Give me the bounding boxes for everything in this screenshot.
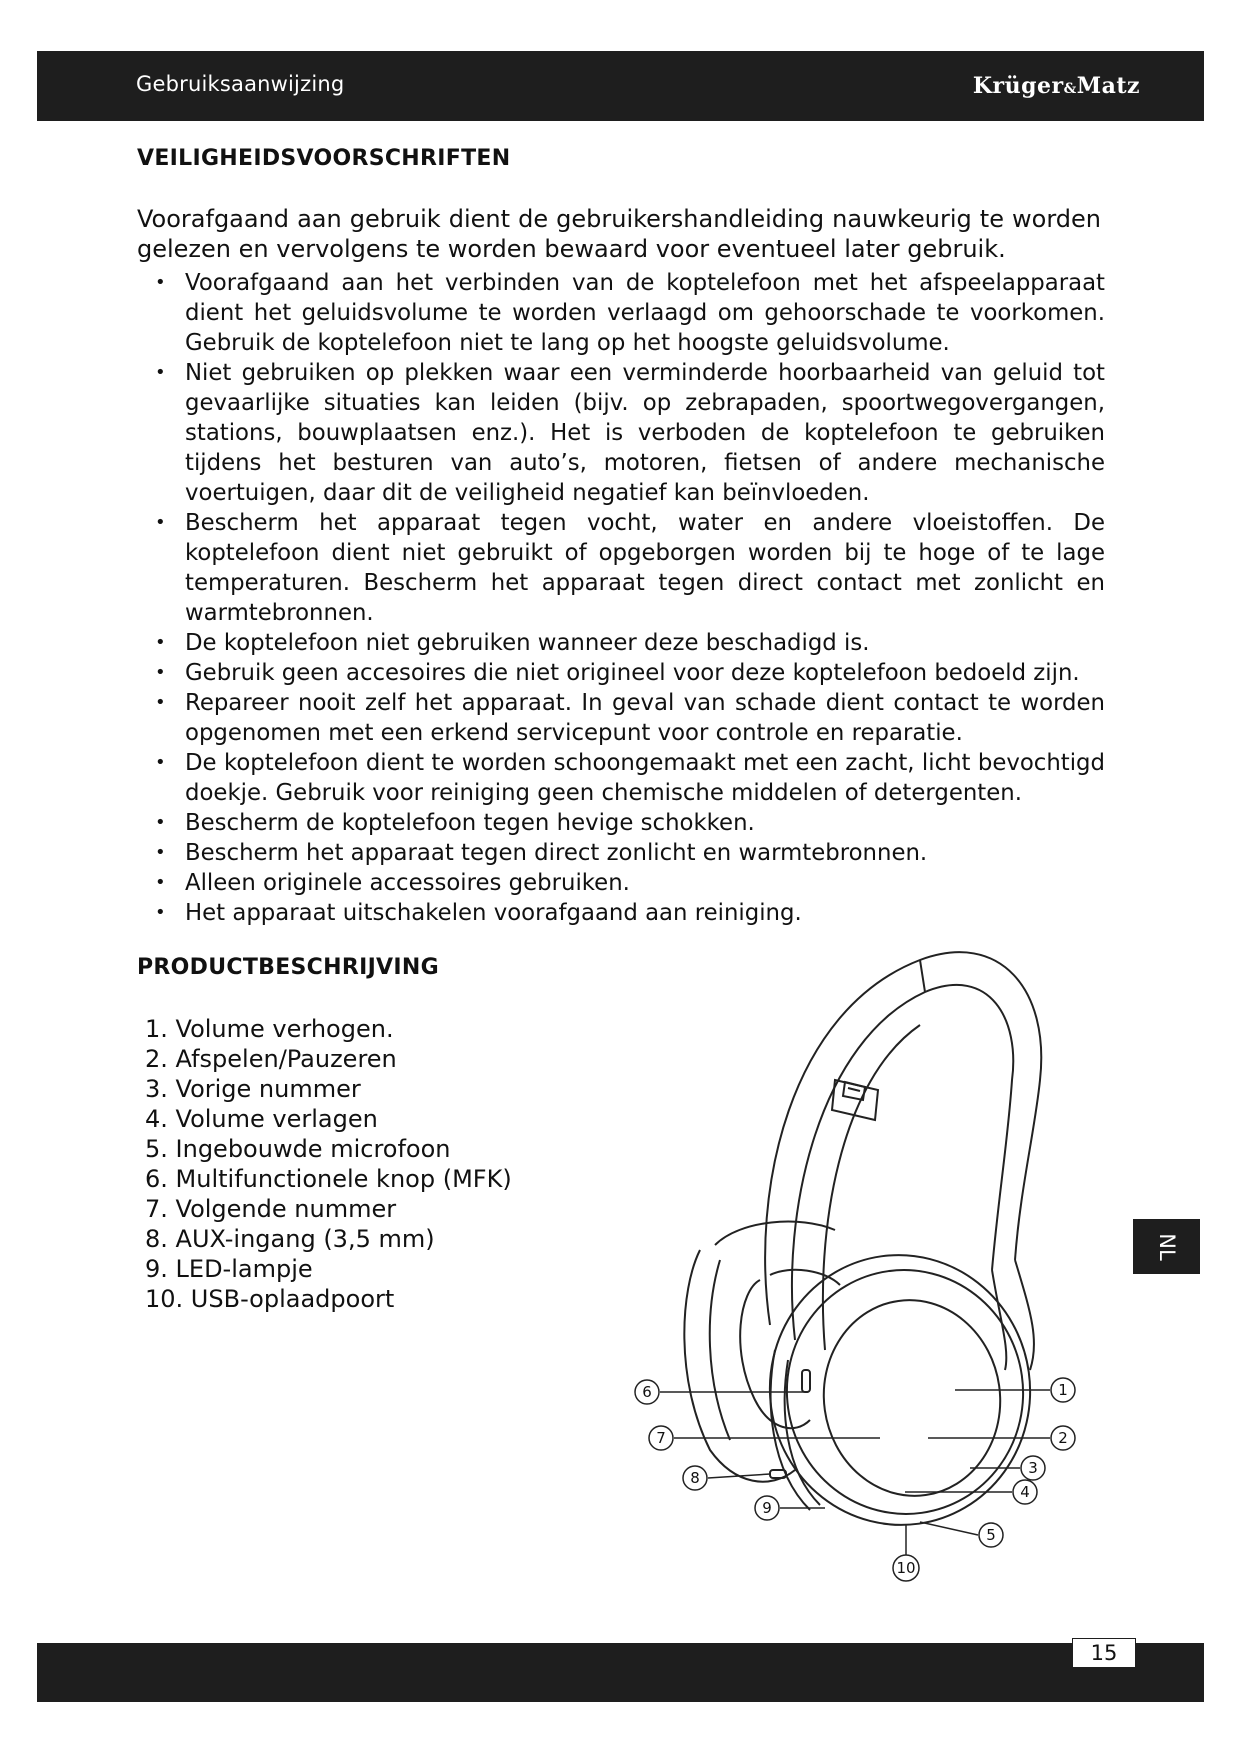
bullet-text: De koptelefoon niet gebruiken wanneer deze beschadigd is. xyxy=(185,630,870,656)
list-item: 7. Volgende nummer xyxy=(145,1195,397,1223)
bullet-icon: • xyxy=(155,632,166,653)
callout-markers xyxy=(635,1378,1075,1581)
product-title: PRODUCTBESCHRIJVING xyxy=(137,955,439,980)
svg-text:6: 6 xyxy=(642,1383,652,1401)
bullet-text: De koptelefoon dient te worden schoongemaakt met een zacht, licht bevochtigd doekje. Gebruik voor reiniging geen chemische middelen of detergenten. xyxy=(185,750,1105,806)
list-item: 10. USB-oplaadpoort xyxy=(145,1285,395,1313)
list-item: 2. Afspelen/Pauzeren xyxy=(145,1045,397,1073)
bullet-icon: • xyxy=(155,512,166,533)
safety-bullet-list xyxy=(137,268,1105,928)
bullet-icon: • xyxy=(155,662,166,683)
brand-ampersand: & xyxy=(1063,81,1077,97)
list-item: 8. AUX-ingang (3,5 mm) xyxy=(145,1225,435,1253)
callout-10 xyxy=(893,1555,919,1581)
callout-4 xyxy=(1013,1480,1037,1504)
bullet-icon: • xyxy=(155,752,166,773)
bullet-text: Gebruik geen accesoires die niet origineel voor deze koptelefoon bedoeld zijn. xyxy=(185,660,1080,686)
list-item: 1. Volume verhogen. xyxy=(145,1015,394,1043)
bullet-text: Bescherm de koptelefoon tegen hevige schokken. xyxy=(185,810,755,836)
list-item: 4. Volume verlagen xyxy=(145,1105,378,1133)
callout-3 xyxy=(1021,1456,1045,1480)
svg-text:4: 4 xyxy=(1020,1483,1030,1501)
callout-1 xyxy=(1051,1378,1075,1402)
bullet-icon: • xyxy=(155,692,166,713)
bullet-icon: • xyxy=(155,902,166,923)
bullet-text: Voorafgaand aan het verbinden van de koptelefoon met het afspeelapparaat dient het geluidsvolume te worden verlaagd om gehoorschade te voorkomen. Gebruik de koptelefoon niet te lang op het hoogste geluidsvolume. xyxy=(185,270,1105,356)
bullet-text: Bescherm het apparaat tegen direct zonlicht en warmtebronnen. xyxy=(185,840,928,866)
page-number: 15 xyxy=(1072,1638,1136,1668)
callout-6 xyxy=(635,1380,659,1404)
callout-7 xyxy=(649,1426,673,1450)
list-item xyxy=(137,838,1105,868)
language-tab xyxy=(1133,1219,1200,1274)
bullet-icon: • xyxy=(155,842,166,863)
language-label: NL xyxy=(1154,1232,1179,1261)
svg-text:7: 7 xyxy=(656,1429,666,1447)
list-item xyxy=(137,688,1105,748)
list-item xyxy=(137,628,1105,658)
headphones-diagram xyxy=(620,930,1100,1610)
bullet-icon: • xyxy=(155,272,166,293)
header-title: Gebruiksaanwijzing xyxy=(136,72,345,96)
list-item xyxy=(137,508,1105,628)
safety-title: VEILIGHEIDSVOORSCHRIFTEN xyxy=(137,146,511,171)
svg-text:2: 2 xyxy=(1058,1429,1068,1447)
svg-text:1: 1 xyxy=(1058,1381,1068,1399)
bullet-icon: • xyxy=(155,812,166,833)
brand-logo xyxy=(973,73,1140,99)
bullet-text: Niet gebruiken op plekken waar een verminderde hoorbaarheid van geluid tot gevaarlijke situaties kan leiden (bijv. op zebrapaden, spoortwegovergangen, stations, bouwplaatsen enz.). Het is verboden de koptelefoon te gebruiken tijdens het besturen van auto’s, motoren, fietsen of andere mechanische voertuigen, daar dit de veiligheid negatief kan beïnvloeden. xyxy=(185,360,1105,506)
list-item: 3. Vorige nummer xyxy=(145,1075,361,1103)
callout-5 xyxy=(979,1523,1003,1547)
callout-9 xyxy=(755,1496,779,1520)
safety-intro: Voorafgaand aan gebruik dient de gebruikershandleiding nauwkeurig te worden gelezen en vervolgens te worden bewaard voor eventueel later gebruik. xyxy=(137,205,1101,263)
list-item: 5. Ingebouwde microfoon xyxy=(145,1135,451,1163)
footer-bar xyxy=(37,1643,1204,1702)
parts-list xyxy=(145,1014,512,1314)
svg-text:10: 10 xyxy=(896,1559,916,1577)
list-item xyxy=(137,868,1105,898)
bullet-icon: • xyxy=(155,362,166,383)
svg-text:5: 5 xyxy=(986,1526,996,1544)
list-item: 6. Multifunctionele knop (MFK) xyxy=(145,1165,512,1193)
list-item: 9. LED-lampje xyxy=(145,1255,313,1283)
list-item xyxy=(137,358,1105,508)
callout-2 xyxy=(1051,1426,1075,1450)
list-item xyxy=(137,268,1105,358)
list-item xyxy=(137,658,1105,688)
bullet-text: Alleen originele accessoires gebruiken. xyxy=(185,870,630,896)
bullet-text: Repareer nooit zelf het apparaat. In geval van schade dient contact te worden opgenomen met een erkend servicepunt voor controle en reparatie. xyxy=(185,690,1105,746)
header-bar xyxy=(37,51,1204,121)
bullet-icon: • xyxy=(155,872,166,893)
list-item xyxy=(137,808,1105,838)
bullet-text: Bescherm het apparaat tegen vocht, water en andere vloeistoffen. De koptelefoon dient niet gebruikt of opgeborgen worden bij te hoge of te lage temperaturen. Bescherm het apparaat tegen direct contact met zonlicht en warmtebronnen. xyxy=(185,510,1105,626)
svg-text:8: 8 xyxy=(690,1469,700,1487)
list-item xyxy=(137,898,1105,928)
svg-text:9: 9 xyxy=(762,1499,772,1517)
brand-name-start: Krüger xyxy=(972,73,1064,99)
bullet-text: Het apparaat uitschakelen voorafgaand aan reiniging. xyxy=(185,900,802,926)
headphones-illustration xyxy=(684,952,1047,1542)
svg-text:3: 3 xyxy=(1028,1459,1038,1477)
brand-name-end: Matz xyxy=(1076,73,1140,99)
list-item xyxy=(137,748,1105,808)
callout-8 xyxy=(683,1466,707,1490)
